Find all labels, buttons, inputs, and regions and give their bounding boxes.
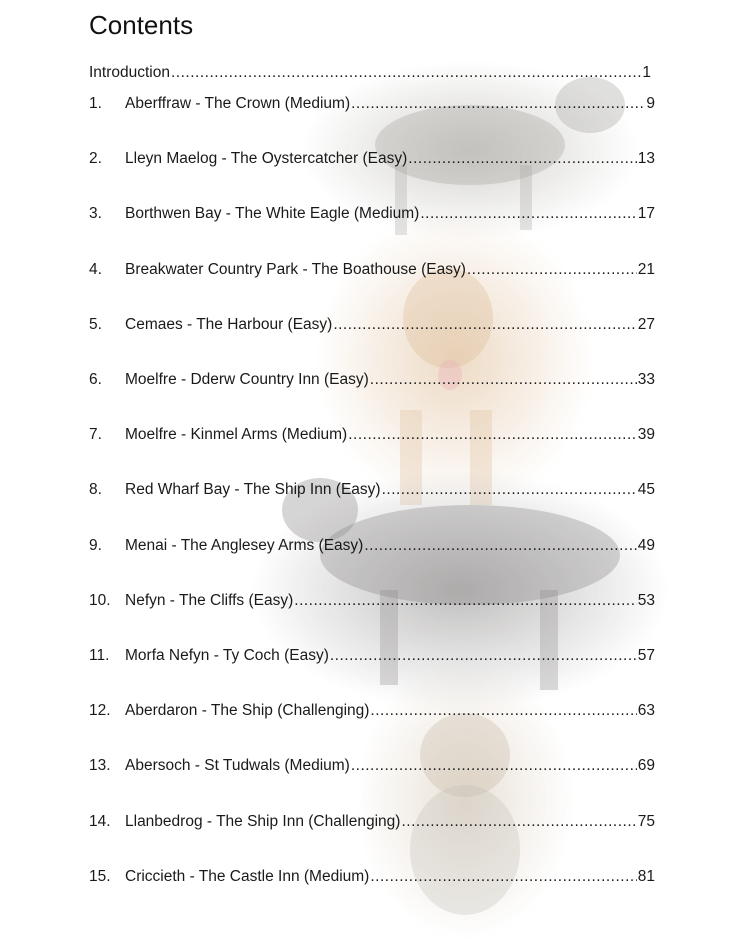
toc-entry-number: 4. <box>89 261 102 278</box>
toc-entry-title: Aberdaron - The Ship (Challenging) <box>125 702 370 719</box>
toc-entry[interactable] <box>89 866 655 888</box>
toc-entry-page: 45 <box>637 481 655 498</box>
toc-entry-title: Llanbedrog - The Ship Inn (Challenging) <box>125 813 401 830</box>
toc-entry-page: 21 <box>637 261 655 278</box>
toc-leader-dots <box>348 424 637 446</box>
toc-entry[interactable] <box>89 259 655 281</box>
toc-entry-number: 13. <box>89 757 111 774</box>
toc-entry-title: Cemaes - The Harbour (Easy) <box>125 316 333 333</box>
toc-entry[interactable] <box>89 535 655 557</box>
toc-entry-number: 1. <box>89 95 102 112</box>
toc-entry[interactable] <box>89 424 655 446</box>
toc-entry-page: 49 <box>637 537 655 554</box>
toc-entry-number: 5. <box>89 316 102 333</box>
toc-entry[interactable] <box>89 314 655 336</box>
toc-entry-title: Nefyn - The Cliffs (Easy) <box>125 592 294 609</box>
toc-entry-number: 9. <box>89 537 102 554</box>
toc-leader-dots <box>370 700 636 722</box>
toc-entry-number: 15. <box>89 868 111 885</box>
toc-entry-title: Moelfre - Dderw Country Inn (Easy) <box>125 371 369 388</box>
toc-entry[interactable] <box>89 811 655 833</box>
toc-entry-title: Aberffraw - The Crown (Medium) <box>125 95 351 112</box>
toc-entry-number: 10. <box>89 592 111 609</box>
toc-entry-page: 39 <box>637 426 655 443</box>
toc-entry-title: Menai - The Anglesey Arms (Easy) <box>125 537 364 554</box>
toc-entry-page: 69 <box>637 757 655 774</box>
toc-entry[interactable] <box>89 645 655 667</box>
toc-entry-page: 27 <box>637 316 655 333</box>
toc-leader-dots <box>401 811 636 833</box>
toc-entry[interactable] <box>89 479 655 501</box>
toc-entry-page: 63 <box>637 702 655 719</box>
toc-leader-dots <box>382 479 637 501</box>
toc-leader-dots <box>370 369 637 391</box>
toc-leader-dots <box>351 755 637 777</box>
toc-leader-dots <box>467 259 637 281</box>
toc-leader-dots <box>420 203 636 225</box>
toc-leader-dots <box>333 314 636 336</box>
toc-entry-page: 81 <box>637 868 655 885</box>
toc-entry-title: Criccieth - The Castle Inn (Medium) <box>125 868 370 885</box>
toc-leader-dots <box>330 645 637 667</box>
toc-entry-title: Lleyn Maelog - The Oystercatcher (Easy) <box>125 150 408 167</box>
toc-leader-dots <box>351 93 645 115</box>
toc-leader-dots <box>408 148 636 170</box>
toc-entry-number: 6. <box>89 371 102 388</box>
toc-entry-title: Abersoch - St Tudwals (Medium) <box>125 757 350 774</box>
toc-entry-page: 1 <box>642 64 651 81</box>
toc-leader-dots <box>294 590 636 612</box>
toc-entry-number: 3. <box>89 205 102 222</box>
toc-leader-dots <box>171 62 641 84</box>
toc-entry-title: Red Wharf Bay - The Ship Inn (Easy) <box>125 481 381 498</box>
toc-entry-page: 53 <box>637 592 655 609</box>
toc-entry-title: Moelfre - Kinmel Arms (Medium) <box>125 426 348 443</box>
toc-entry-title: Borthwen Bay - The White Eagle (Medium) <box>125 205 420 222</box>
toc-leader-dots <box>370 866 636 888</box>
page-title: Contents <box>89 10 194 40</box>
toc-entry-number: 11. <box>89 647 110 664</box>
toc-entry-page: 13 <box>637 150 655 167</box>
toc-entry[interactable] <box>89 700 655 722</box>
toc-entry-title: Introduction <box>89 64 170 81</box>
toc-entry[interactable] <box>89 590 655 612</box>
toc-entry-number: 14. <box>89 813 111 830</box>
toc-entry-number: 7. <box>89 426 102 443</box>
toc-entry-number: 12. <box>89 702 111 719</box>
toc-entry[interactable] <box>89 93 655 115</box>
toc-entry-introduction[interactable] <box>89 62 651 84</box>
toc-entry-title: Breakwater Country Park - The Boathouse (Easy) <box>125 261 466 278</box>
toc-entry-number: 8. <box>89 481 102 498</box>
toc-entry[interactable] <box>89 148 655 170</box>
toc-entry[interactable] <box>89 755 655 777</box>
toc-entry-number: 2. <box>89 150 102 167</box>
toc-leader-dots <box>364 535 636 557</box>
toc-entry-page: 57 <box>637 647 655 664</box>
toc-entry-page: 17 <box>637 205 655 222</box>
toc-entry-title: Morfa Nefyn - Ty Coch (Easy) <box>125 647 329 664</box>
toc-entry-page: 75 <box>637 813 655 830</box>
toc-entry-page: 33 <box>637 371 655 388</box>
toc-entry-page: 9 <box>646 95 655 112</box>
toc-entry[interactable] <box>89 369 655 391</box>
toc-entry[interactable] <box>89 203 655 225</box>
